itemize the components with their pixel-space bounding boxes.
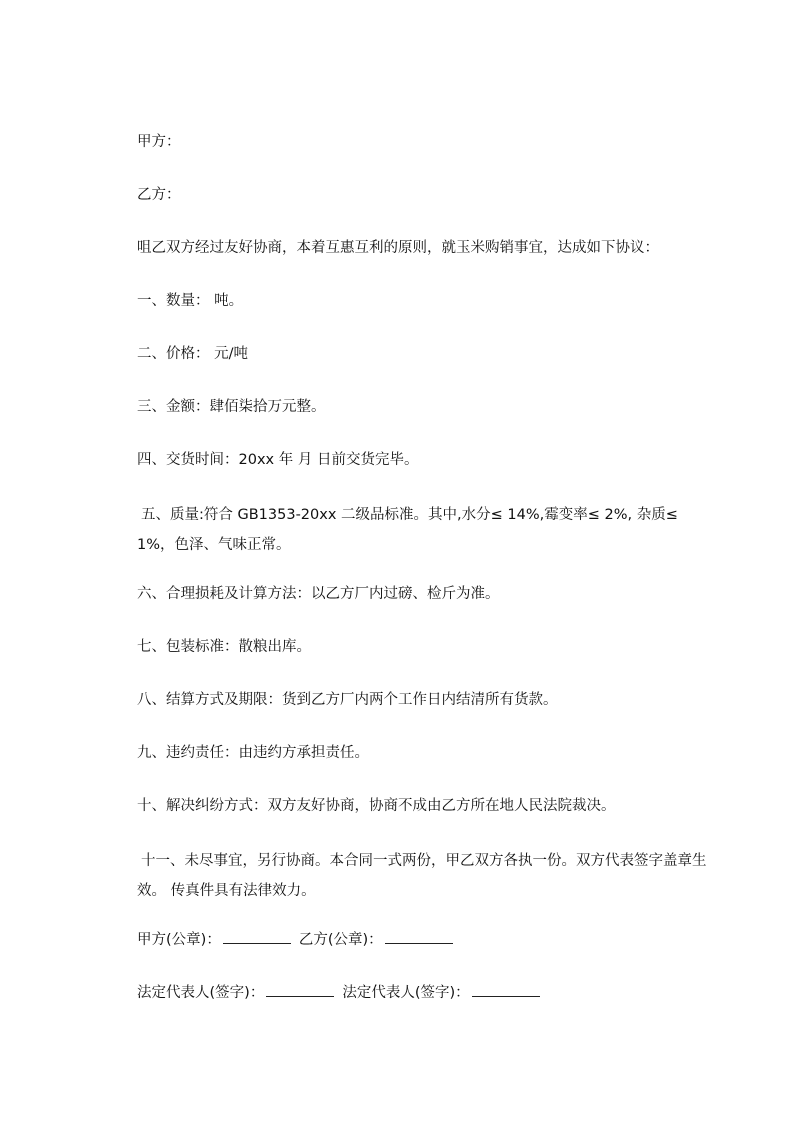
clause-quantity: 一、数量： 吨。: [137, 293, 244, 309]
party-b-representative-blank: [472, 995, 540, 997]
clause-dispute: 十、解决纠纷方式：双方友好协商，协商不成由乙方所在地人民法院裁决。: [137, 798, 616, 814]
clause-miscellaneous: 十一、未尽事宜，另行协商。本合同一式两份，甲乙双方各执一份。双方代表签字盖章生效。 传真件具有法律效力。: [137, 853, 707, 899]
clause-delivery-time: 四、交货时间：20xx 年 月 日前交货完毕。: [137, 452, 419, 468]
party-a-representative-label: 法定代表人(签字)：: [137, 985, 265, 1001]
party-b-seal-label: 乙方(公章)：: [298, 932, 383, 948]
party-a-seal-label: 甲方(公章)：: [137, 932, 221, 948]
clause-settlement: 八、结算方式及期限：货到乙方厂内两个工作日内结清所有货款。: [137, 692, 558, 708]
clause-liability: 九、违约责任：由违约方承担责任。: [137, 745, 369, 761]
party-a-seal-blank: [223, 942, 291, 944]
seal-row: [137, 929, 461, 951]
agreement-intro: 咀乙双方经过友好协商，本着互惠互利的原则，就玉米购销事宜，达成如下协议：: [137, 240, 659, 256]
clause-packaging: 七、包装标准：散粮出库。: [137, 639, 311, 655]
party-b-seal-blank: [385, 942, 453, 944]
representative-row: [137, 982, 548, 1004]
clause-quality: 五、质量:符合 GB1353-20xx 二级品标准。其中,水分≤ 14%,霉变率≤ 2%, 杂质≤1%，色泽、气味正常。: [137, 507, 678, 553]
clause-loss-calculation: 六、合理损耗及计算方法：以乙方厂内过磅、检斤为准。: [137, 586, 500, 602]
party-a-representative-blank: [266, 995, 334, 997]
party-b-representative-label: 法定代表人(签字)：: [342, 985, 470, 1001]
party-a-label: 甲方：: [137, 134, 181, 150]
party-b-label: 乙方：: [137, 187, 181, 203]
clause-amount: 三、金额：肆佰柒拾万元整。: [137, 399, 326, 415]
clause-price: 二、价格： 元/吨: [137, 346, 248, 362]
